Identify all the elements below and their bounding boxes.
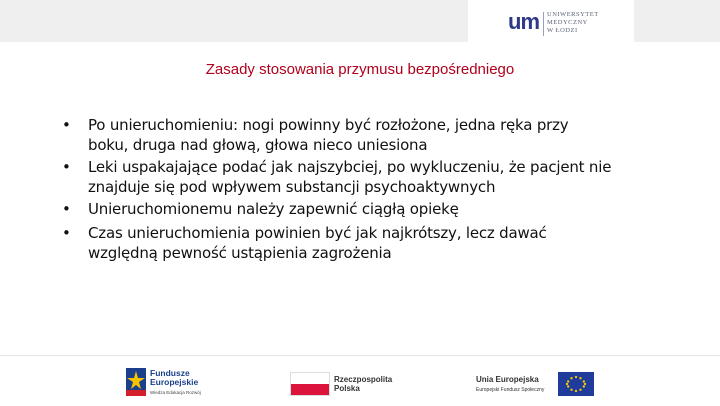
- bullet-text-line: boku, druga nad głową, głowa nieco uniesiona: [88, 136, 428, 154]
- fe-star-icon: [126, 368, 146, 396]
- bullet-item: [62, 199, 662, 219]
- university-name: [547, 11, 599, 35]
- polish-flag-icon: [290, 372, 330, 396]
- bullet-text-line: Czas unieruchomienia powinien być jak najkrótszy, lecz dawać: [88, 224, 547, 242]
- bullet-item: [62, 115, 662, 155]
- university-name-line-1: UNIWERSYTET: [547, 11, 599, 18]
- um-logo-mark: um: [508, 9, 539, 34]
- logo-divider: [543, 12, 544, 36]
- bullet-item: [62, 223, 662, 263]
- bullet-text-line: Leki uspakajające podać jak najszybciej, po wykluczeniu, że pacjent nie: [88, 158, 612, 176]
- bullet-glyph: •: [62, 158, 71, 176]
- bullet-list: [62, 115, 662, 263]
- pl-name: [334, 375, 392, 393]
- bullet-text-line: Unieruchomionemu należy zapewnić ciągłą opiekę: [88, 200, 459, 218]
- ue-fund-name: Europejski Fundusz Społeczny: [476, 387, 545, 393]
- bullet-glyph: •: [62, 200, 71, 218]
- header-band: [0, 0, 720, 42]
- bullet-glyph: •: [62, 224, 71, 242]
- university-name-line-3: W ŁODZI: [547, 27, 578, 34]
- bullet-item: [62, 157, 662, 197]
- bullet-glyph: •: [62, 116, 71, 134]
- bullet-text-line: Po unieruchomieniu: nogi powinny być rozłożone, jedna ręka przy: [88, 116, 569, 134]
- university-name-line-2: MEDYCZNY: [547, 19, 588, 26]
- university-logo: [468, 0, 634, 42]
- fundusze-europejskie-logo: [126, 366, 246, 400]
- bullet-text-line: znajduje się pod wpływem substancji psychoaktywnych: [88, 178, 496, 196]
- bullet-text-line: względną pewność ustąpienia zagrożenia: [88, 244, 392, 262]
- fe-name-line-2: Europejskie: [150, 377, 199, 387]
- slide-title: Zasady stosowania przymusu bezpośredniego: [205, 61, 515, 78]
- eu-flag-icon: [558, 372, 594, 396]
- pl-name-line-1: Rzeczpospolita: [334, 375, 393, 384]
- pl-name-line-2: Polska: [334, 384, 360, 393]
- footer-logos: [0, 355, 720, 406]
- fe-subtitle: Wiedza Edukacja Rozwój: [150, 390, 201, 395]
- rzeczpospolita-logo: [290, 372, 410, 398]
- ue-name: Unia Europejska: [476, 375, 539, 384]
- fe-name-line-1: Fundusze: [150, 368, 190, 378]
- fe-name: [150, 369, 198, 387]
- unia-europejska-logo: [476, 372, 596, 398]
